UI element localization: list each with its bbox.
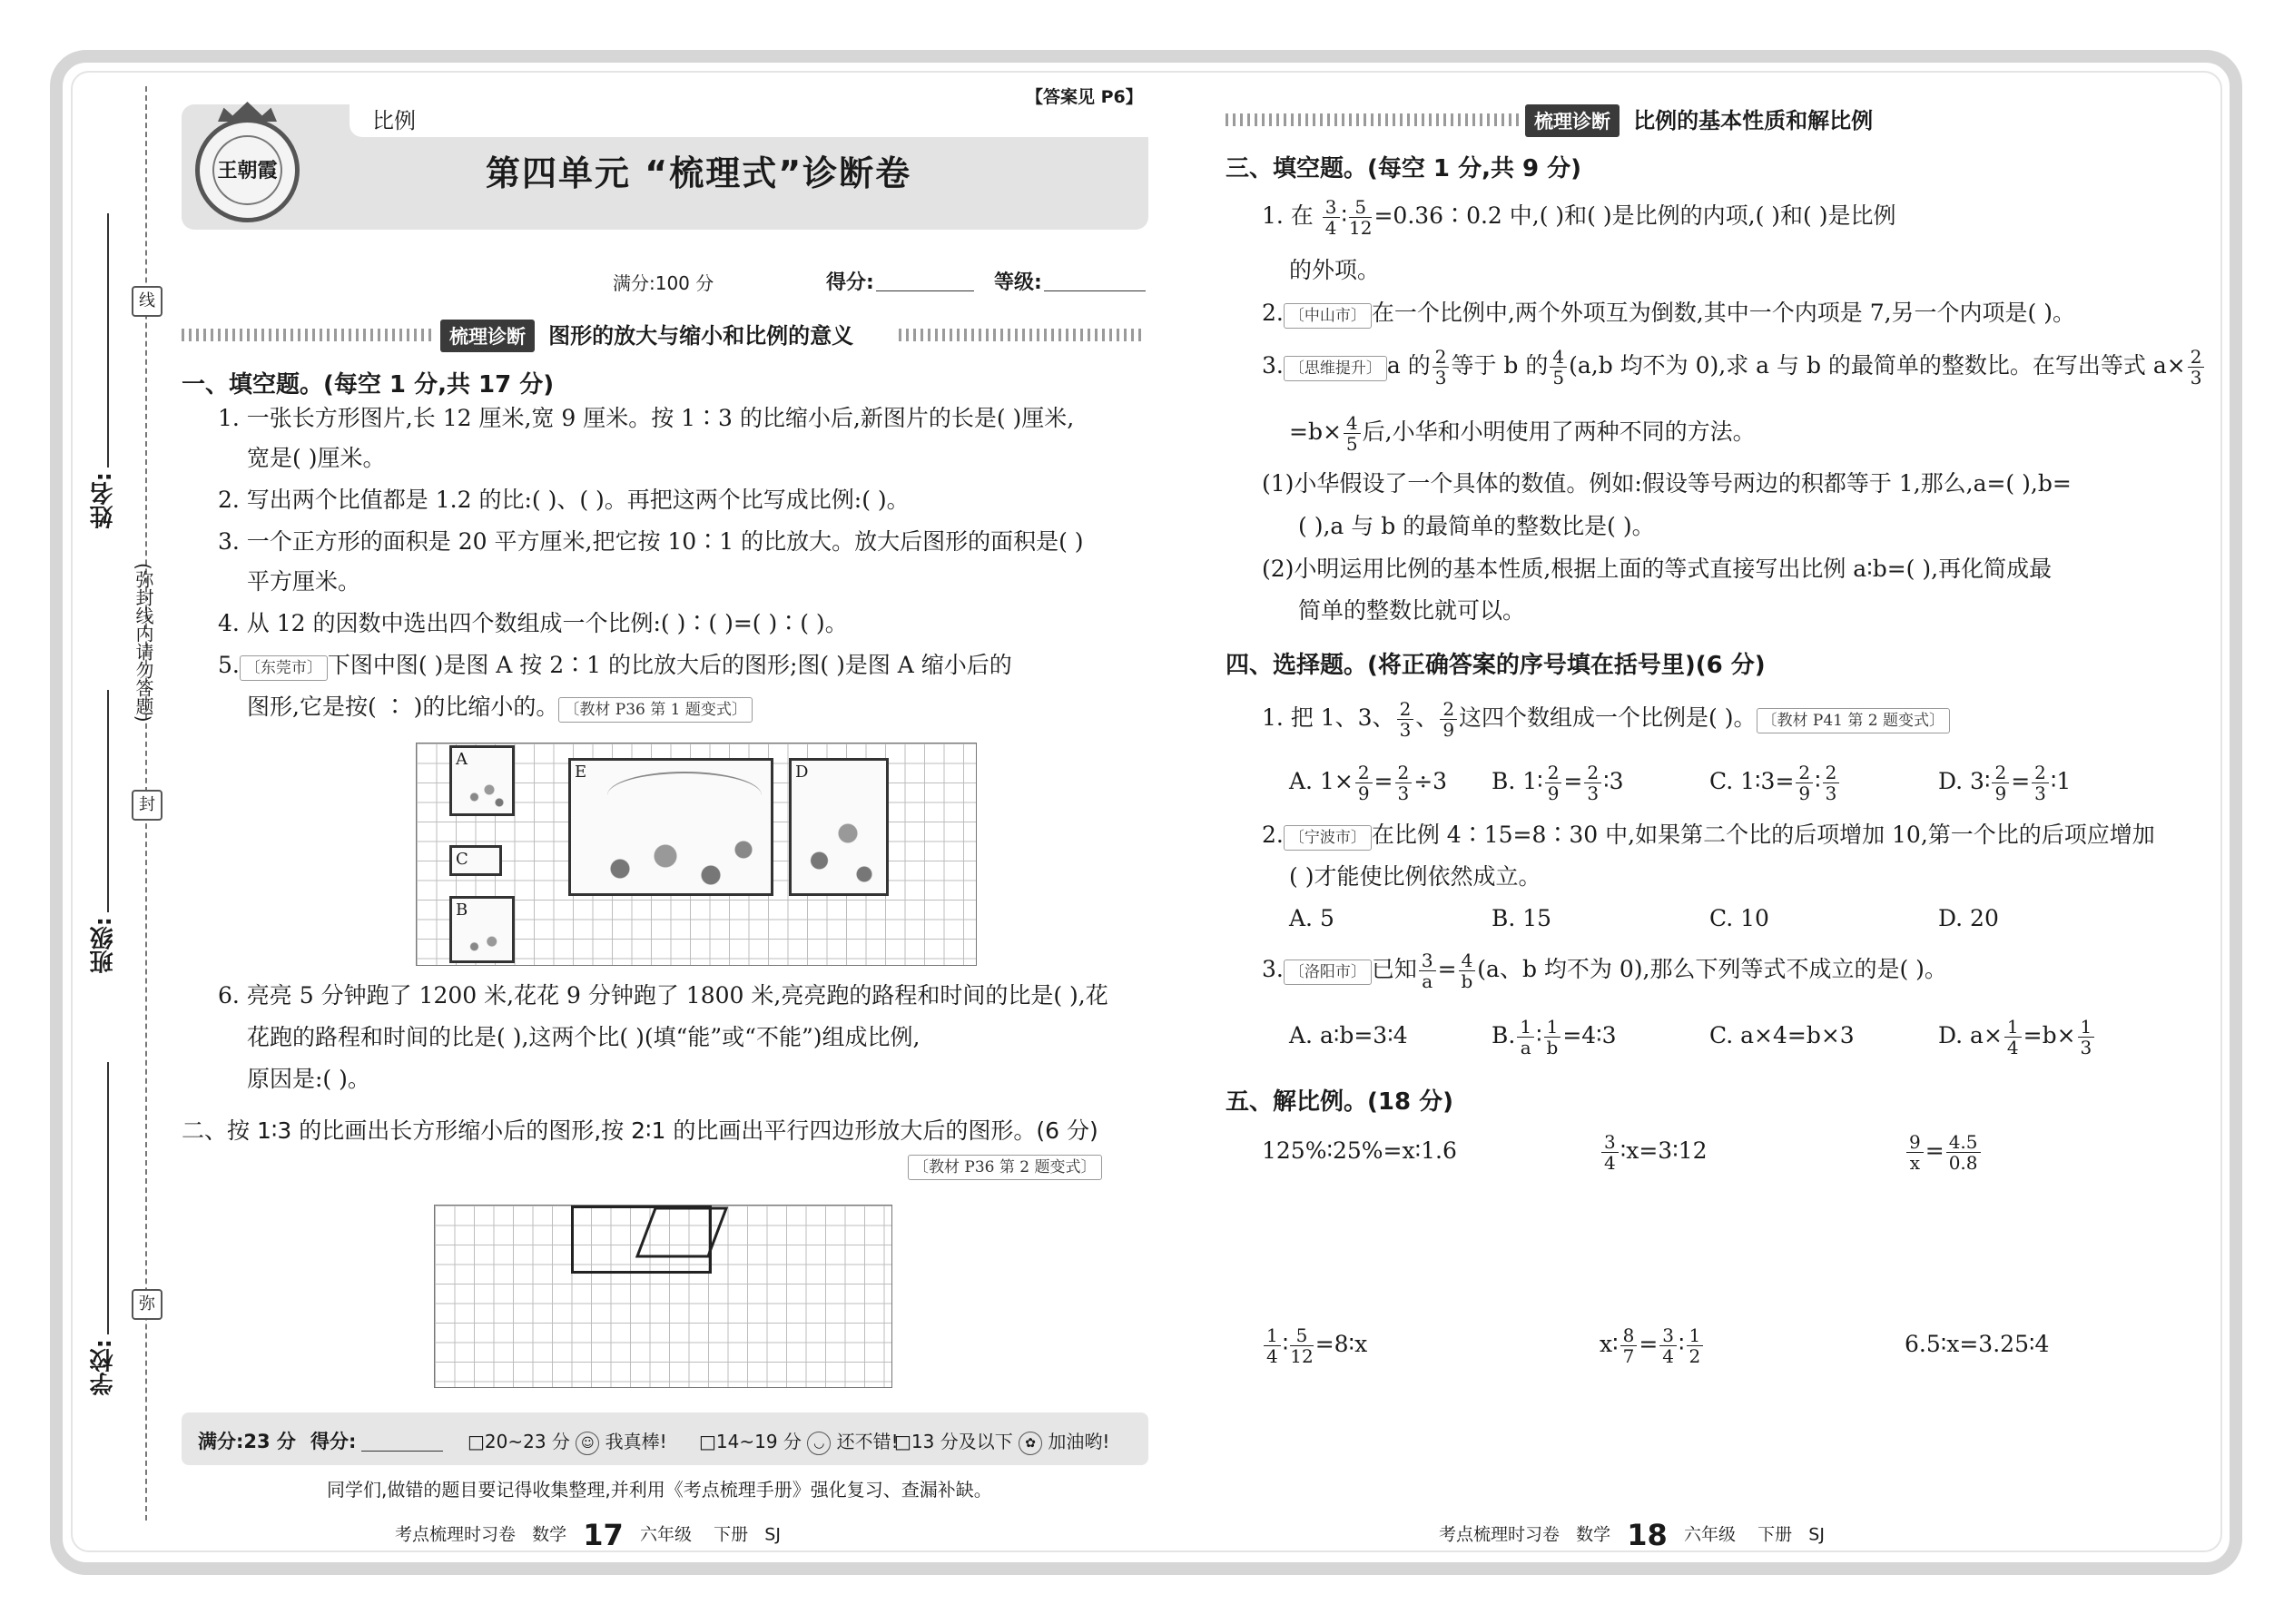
- logo-text: 王朝霞: [217, 159, 278, 182]
- r-q3-tag: 〔思维提升〕: [1284, 356, 1387, 381]
- r-q3-b: 等于 b 的: [1451, 352, 1549, 379]
- r-c3-opt-a: A. a∶b=3∶4: [1289, 1022, 1408, 1048]
- face-icon: ◡: [807, 1432, 831, 1455]
- no-answer-note: (弥封线内请勿答题): [133, 563, 154, 723]
- rating-1-range: □20~23 分: [468, 1431, 570, 1452]
- title-banner-tab: [350, 104, 1148, 137]
- r-c3-opt-d: D. a× $\frac{1}{4}$ =b× $\frac{1}{3}$: [1938, 1015, 2096, 1058]
- r-q3-line-b: [1289, 411, 1756, 454]
- seal-mark-line: 线: [132, 286, 162, 317]
- school-field[interactable]: [107, 1062, 109, 1334]
- grade-label: 等级:: [994, 271, 1042, 294]
- r-q3-line-a: 3. 〔思维提升〕 a 的 $\frac{2}{3}$ 等于 b 的 $\frac{4}{5}$ (a,b 均不为 0),求 a 与 b 的最简单的整数比。在写出等式 a× $\frac{2}{3}$: [1262, 345, 2206, 388]
- r-c3-opt-c: C. a×4=b×3: [1709, 1022, 1855, 1048]
- r-c2-opt-b: B. 15: [1492, 905, 1552, 931]
- r-q3-e: 后,小华和小明使用了两种不同的方法。: [1362, 418, 1756, 445]
- r-c3-a: 已知: [1371, 956, 1417, 982]
- q5-line-b: [247, 686, 753, 728]
- part2-title: 二、按 1∶3 的比画出长方形缩小后的图形,按 2∶1 的比画出平行四边形放大后的图形。(6 分): [182, 1117, 1098, 1144]
- band-full: 满分:23 分: [198, 1431, 296, 1452]
- band-rating-1: [468, 1427, 667, 1455]
- section-header-1: [440, 318, 853, 352]
- r-c2-a: 2. 〔宁波市〕 在比例 4∶15=8∶30 中,如果第二个比的后项增加 10,第一个比的后项应增加: [1262, 814, 2155, 856]
- right-divider-left: [1226, 113, 1521, 126]
- r-q1-line-a: 1. 在 $\frac{3}{4}$ ∶ $\frac{5}{12}$ =0.36∶0.2 中,( )和( )是比例的内项,( )和( )是比例: [1262, 196, 1896, 239]
- figure-a-label: A: [456, 750, 468, 769]
- publisher-logo: [195, 118, 300, 222]
- figure-d-label: D: [795, 763, 809, 782]
- part1-title: 一、填空题。(每空 1 分,共 17 分): [182, 371, 555, 399]
- r-q3-1-b: ( ),a 与 b 的最简单的整数比是( )。: [1298, 513, 1655, 539]
- r-c3-opt-b: B. $\frac{1}{a}$ ∶ $\frac{1}{b}$ =4∶3: [1492, 1016, 1617, 1058]
- q6-line-c: 原因是:( )。: [247, 1066, 370, 1092]
- figure-c-label: C: [456, 850, 468, 869]
- frac-4-5: $\frac{4}{5}$: [1550, 347, 1567, 388]
- r-c1-b: 、: [1415, 704, 1439, 731]
- q5-text-b: 图形,它是按( ∶ )的比缩小的。: [247, 694, 559, 720]
- page-number-r: 18: [1627, 1518, 1668, 1552]
- figure-grid: [416, 743, 977, 966]
- r-q3-1-a: (1)小华假设了一个具体的数值。例如:假设等号两边的积都等于 1,那么,a=( ),b=: [1262, 470, 2072, 497]
- r-c1-a: 1. 把 1、3、: [1262, 704, 1395, 731]
- band-rating-3: [894, 1427, 1109, 1455]
- r-c1-ref: 〔教材 P41 第 2 题变式〕: [1757, 708, 1951, 733]
- r-q2: 2. 〔中山市〕 在一个比例中,两个外项互为倒数,其中一个内项是 7,另一个内项是( )。: [1262, 292, 2075, 334]
- figure-a: [449, 745, 515, 816]
- smile-icon: ☺: [576, 1432, 599, 1455]
- q5-text: 下图中图( )是图 A 按 2∶1 的比放大后的图形;图( )是图 A 缩小后的: [327, 652, 1012, 678]
- section-badge-right: 梳理诊断: [1525, 104, 1620, 137]
- full-score: 满分:100 分: [613, 272, 714, 294]
- figure-e-label: E: [575, 763, 587, 782]
- page-footer-right: [1439, 1518, 1825, 1552]
- r-q3-d: =b×: [1289, 418, 1342, 445]
- q1-line-a: 1. 一张长方形图片,长 12 厘米,宽 9 厘米。按 1∶3 的比缩小后,新图片的长是( )厘米,: [218, 405, 1075, 431]
- r-q3-c: (a,b 均不为 0),求 a 与 b 的最简单的整数比。在写出等式 a×: [1569, 352, 2186, 379]
- exam-title: 第四单元 “梳理式”诊断卷: [486, 153, 912, 193]
- frac-2-3: $\frac{2}{3}$: [1433, 347, 1450, 388]
- drawing-grid[interactable]: [434, 1205, 892, 1388]
- parallelogram-shape: [630, 1206, 734, 1260]
- figure-b-label: B: [456, 901, 468, 920]
- footer-edition: SJ: [764, 1524, 781, 1545]
- part5-title: 五、解比例。(18 分): [1226, 1088, 1453, 1116]
- r-c2-text: 在比例 4∶15=8∶30 中,如果第二个比的后项增加 10,第一个比的后项应增加: [1371, 822, 2155, 848]
- class-field[interactable]: [107, 690, 109, 912]
- r-c1-opt-d: D. 3∶ $\frac{2}{9}$ = $\frac{2}{3}$ ∶1: [1938, 762, 2072, 804]
- q5-source-tag: 〔东莞市〕: [240, 655, 328, 681]
- q6-line-a: 6. 亮亮 5 分钟跑了 1200 米,花花 9 分钟跑了 1800 米,亮亮跑的路程和时间的比是( ),花: [218, 982, 1108, 1009]
- part2-ref: [908, 1155, 1102, 1180]
- section-header-2: [1525, 103, 1873, 137]
- section-divider-left: [182, 329, 436, 341]
- r-c1-opt-b: B. 1∶ $\frac{2}{9}$ = $\frac{2}{3}$ ∶3: [1492, 762, 1624, 804]
- solve-4: $\frac{1}{4}$ ∶ $\frac{5}{12}$ =8∶x: [1262, 1324, 1367, 1366]
- frac-5-12: $\frac{5}{12}$: [1349, 196, 1373, 239]
- answer-ref: 【答案见 P6】: [1026, 87, 1143, 107]
- page-footer-left: [395, 1518, 781, 1552]
- r-c1: [1262, 697, 1950, 740]
- r-c3: 3. 〔洛阳市〕 已知 $\frac{3}{a}$ = $\frac{4}{b}$ (a、b 均不为 0),那么下列等式不成立的是( )。: [1262, 950, 1947, 992]
- class-label: 班级:: [90, 917, 117, 974]
- q6-line-b: 花跑的路程和时间的比是( ),这两个比( )(填“能”或“不能”)组成比例,: [247, 1024, 921, 1050]
- section-topic: 图形的放大与缩小和比例的意义: [548, 323, 854, 349]
- r-q3-a: a 的: [1386, 352, 1431, 379]
- r-c1-opt-a: A. 1× $\frac{2}{9}$ = $\frac{2}{3}$ ÷3: [1289, 762, 1448, 804]
- section-badge: 梳理诊断: [440, 320, 535, 352]
- r-c1-opt-c: C. 1∶3= $\frac{2}{9}$ ∶ $\frac{2}{3}$: [1709, 761, 1841, 803]
- solve-1: 125%∶25%=x∶1.6: [1262, 1137, 1457, 1164]
- q2: 2. 写出两个比值都是 1.2 的比:( )、( )。再把这两个比写成比例:( )。: [218, 487, 910, 513]
- r-q1-mid: =0.36∶0.2 中,( )和( )是比例的内项,( )和( )是比例: [1373, 202, 1896, 229]
- q3-line-b: 平方厘米。: [247, 568, 361, 595]
- grade-field[interactable]: [1044, 290, 1146, 291]
- rating-3-text: 加油哟!: [1048, 1431, 1110, 1452]
- r-c2-opt-d: D. 20: [1938, 905, 1999, 931]
- q4: 4. 从 12 的因数中选出四个数组成一个比例:( )∶( )=( )∶( )。: [218, 610, 848, 636]
- footer-grade-r: 六年级: [1683, 1524, 1736, 1545]
- r-q2-tag: 〔中山市〕: [1284, 303, 1372, 329]
- q5-line-a: [218, 645, 1012, 686]
- footer-volume: 下册: [714, 1524, 749, 1545]
- cheer-icon: ✿: [1019, 1432, 1042, 1455]
- solve-3: $\frac{9}{x}$ = $\frac{4.5}{0.8}$: [1905, 1130, 1983, 1173]
- solve-5: x∶ $\frac{8}{7}$ = $\frac{3}{4}$ ∶ $\frac{1}{2}$: [1600, 1324, 1705, 1366]
- seal-mark-seal: 封: [132, 790, 162, 821]
- r-q3-2-b: 简单的整数比就可以。: [1298, 597, 1526, 624]
- figure-b: [449, 896, 515, 963]
- r-c2-opt-a: A. 5: [1289, 905, 1334, 931]
- footer-series: 考点梳理时习卷: [395, 1524, 517, 1545]
- name-field[interactable]: [107, 213, 109, 468]
- r-c3-b: (a、b 均不为 0),那么下列等式不成立的是( )。: [1477, 956, 1947, 982]
- r-q1-pre: 1. 在: [1262, 202, 1314, 229]
- solve-2: $\frac{3}{4}$ ∶x=3∶12: [1600, 1130, 1708, 1173]
- figure-e: [568, 758, 773, 896]
- r-c2-opt-c: C. 10: [1709, 905, 1769, 931]
- solve-6: 6.5∶x=3.25∶4: [1905, 1331, 2050, 1357]
- band-score-field[interactable]: [361, 1451, 443, 1452]
- r-c2-b: ( )才能使比例依然成立。: [1289, 863, 1541, 890]
- footer-edition-r: SJ: [1808, 1524, 1825, 1545]
- band-rating-2: [699, 1427, 899, 1455]
- name-label: 姓名:: [90, 472, 117, 529]
- band-score-label: 得分:: [310, 1431, 357, 1452]
- seal-mark-mi: 弥: [132, 1289, 162, 1320]
- r-c2-tag: 〔宁波市〕: [1284, 825, 1372, 851]
- q1-line-b: 宽是( )厘米。: [247, 445, 386, 471]
- frac-3-4: $\frac{3}{4}$: [1323, 197, 1340, 238]
- rating-2-text: 还不错!: [836, 1431, 899, 1452]
- part4-title: 四、选择题。(将正确答案的序号填在括号里)(6 分): [1226, 652, 1766, 679]
- q3-line-a: 3. 一个正方形的面积是 20 平方厘米,把它按 10∶1 的比放大。放大后图形的面积是( ): [218, 528, 1084, 555]
- footer-grade: 六年级: [639, 1524, 692, 1545]
- score-label: 得分:: [826, 271, 874, 294]
- r-q2-text: 在一个比例中,两个外项互为倒数,其中一个内项是 7,另一个内项是( )。: [1371, 300, 2076, 326]
- footer-series-r: 考点梳理时习卷: [1439, 1524, 1561, 1545]
- figure-c: [449, 845, 502, 876]
- part2-ref-tag: 〔教材 P36 第 2 题变式〕: [908, 1155, 1102, 1180]
- section-divider-right: [899, 329, 1146, 341]
- footer-subject: 数学: [532, 1524, 567, 1545]
- topic-tab: 比例: [372, 108, 416, 133]
- rating-1-text: 我真棒!: [605, 1431, 667, 1452]
- r-q3-2-a: (2)小明运用比例的基本性质,根据上面的等式直接写出比例 a∶b=( ),再化简成最: [1262, 556, 2053, 582]
- rating-2-range: □14~19 分: [699, 1431, 802, 1452]
- reminder-text: 同学们,做错的题目要记得收集整理,并利用《考点梳理手册》强化复习、查漏补缺。: [327, 1479, 992, 1501]
- rating-3-range: □13 分及以下: [894, 1431, 1013, 1452]
- score-field[interactable]: [876, 290, 974, 291]
- r-c3-tag: 〔洛阳市〕: [1284, 960, 1372, 985]
- frac-2-9: $\frac{2}{9}$: [1440, 699, 1457, 740]
- school-label: 学校:: [90, 1339, 117, 1396]
- figure-d: [789, 758, 889, 896]
- r-c1-c: 这四个数组成一个比例是( )。: [1459, 704, 1757, 731]
- part3-title: 三、填空题。(每空 1 分,共 9 分): [1226, 155, 1582, 182]
- q5-ref-tag: 〔教材 P36 第 1 题变式〕: [558, 697, 753, 723]
- r-q1-line-b: 的外项。: [1289, 257, 1381, 283]
- footer-subject-r: 数学: [1576, 1524, 1611, 1545]
- frac-4-5-b: $\frac{4}{5}$: [1344, 413, 1361, 454]
- frac-2-3-c: $\frac{2}{3}$: [1397, 699, 1414, 740]
- footer-volume-r: 下册: [1757, 1524, 1793, 1545]
- page-number: 17: [583, 1518, 624, 1552]
- section-topic-right: 比例的基本性质和解比例: [1633, 108, 1874, 133]
- frac-2-3-b: $\frac{2}{3}$: [2188, 347, 2205, 388]
- q5-number: 5.: [218, 652, 240, 678]
